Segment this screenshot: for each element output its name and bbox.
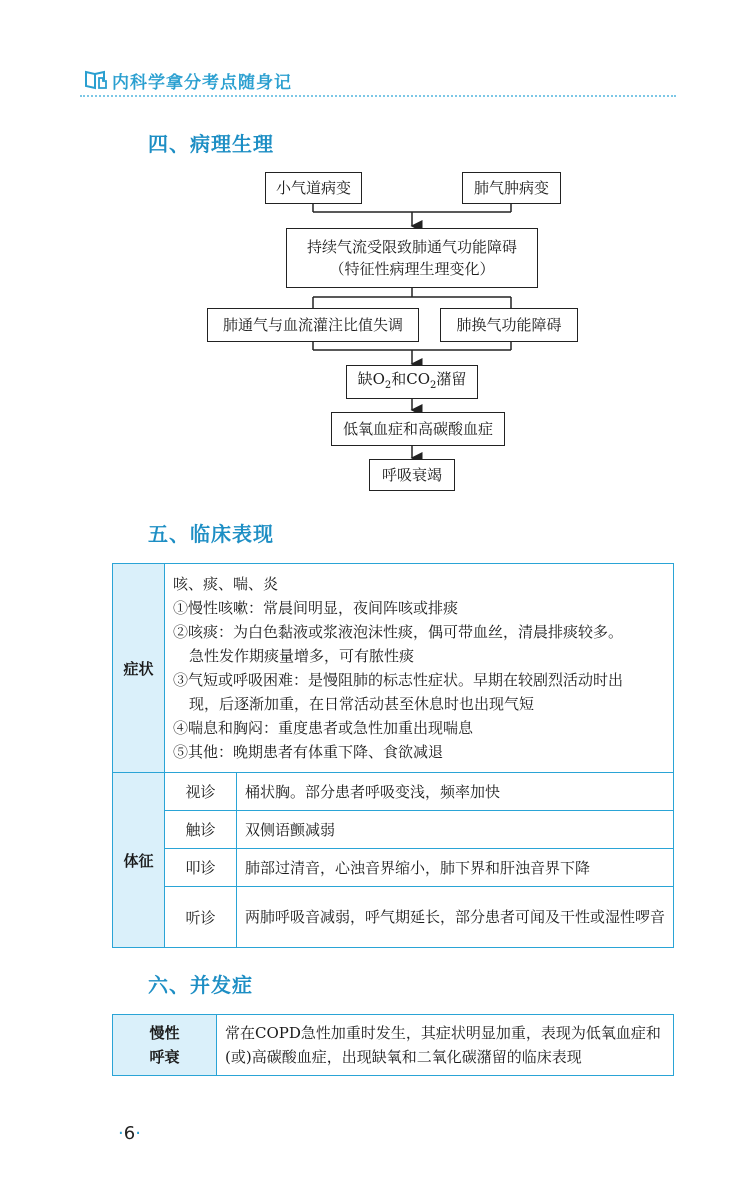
table-row xyxy=(113,811,674,849)
label-line: 呼衰 xyxy=(149,1048,180,1066)
table-row xyxy=(113,887,674,948)
complications-table xyxy=(112,1014,674,1076)
section-title-pathophysiology: 四、病理生理 xyxy=(148,132,274,156)
table-row xyxy=(113,1015,674,1076)
section-title-clinical: 五、临床表现 xyxy=(148,522,274,546)
symptom-line: ④喘息和胸闷：重度患者或急性加重出现喘息 xyxy=(173,719,474,737)
flow-text: 肺气肿病变 xyxy=(473,179,549,197)
sign-text: 双侧语颤减弱 xyxy=(237,811,674,849)
subscript: 2 xyxy=(430,379,437,391)
subscript: 2 xyxy=(384,379,392,391)
symptom-line: ⑤其他：晚期患者有体重下降、食欲减退 xyxy=(173,743,444,761)
sign-text: 肺部过清音，心浊音界缩小，肺下界和肝浊音界下降 xyxy=(237,849,674,887)
sign-label: 触诊 xyxy=(165,811,237,849)
header-title: 内科学拿分考点随身记 xyxy=(112,73,292,93)
flow-text: 呼吸衰竭 xyxy=(381,466,442,484)
flow-text: 低氧血症和高碳酸血症 xyxy=(342,420,493,438)
flow-text: （特征性病理生理变化） xyxy=(329,260,495,278)
signs-label: 体征 xyxy=(113,773,165,948)
symptom-line: 现，后逐渐加重，在日常活动甚至休息时也出现气短 xyxy=(189,695,535,713)
flow-box-hypoxemia xyxy=(331,412,505,446)
table-row xyxy=(113,849,674,887)
sign-text: 桶状胸。部分患者呼吸变浅，频率加快 xyxy=(237,773,674,811)
flow-box-emphysema xyxy=(462,172,561,204)
symptom-line: ①慢性咳嗽：常晨间明显，夜间阵咳或排痰 xyxy=(173,599,459,617)
dot-icon: · xyxy=(135,1123,141,1144)
flow-box-airflow-limitation xyxy=(286,228,538,288)
flow-box-respiratory-failure xyxy=(369,459,455,491)
table-row xyxy=(113,564,674,773)
flow-text: 肺换气功能障碍 xyxy=(456,316,562,334)
flow-box-vq-mismatch xyxy=(207,308,419,342)
symptom-line: ③气短或呼吸困难：是慢阻肺的标志性症状。早期在较剧烈活动时出 xyxy=(173,671,624,689)
symptoms-content xyxy=(165,564,674,773)
flow-box-gas-exchange xyxy=(440,308,578,342)
section-title-complications: 六、并发症 xyxy=(148,973,253,997)
complication-text: 常在COPD急性加重时发生，其症状明显加重，表现为低氧血症和(或)高碳酸血症，出现缺氧和二氧化碳潴留的临床表现 xyxy=(217,1015,674,1076)
dot-icon: · xyxy=(118,1123,124,1144)
sign-label: 视诊 xyxy=(165,773,237,811)
complication-label xyxy=(113,1015,217,1076)
flow-text xyxy=(347,368,477,397)
symptoms-label: 症状 xyxy=(113,564,165,773)
retention-part: 缺O xyxy=(357,369,385,388)
page-number xyxy=(118,1123,141,1144)
sign-label: 听诊 xyxy=(165,887,237,948)
flow-text: 肺通气与血流灌注比值失调 xyxy=(222,316,403,334)
clinical-table xyxy=(112,563,674,948)
page-number-text: 6 xyxy=(123,1123,136,1144)
flow-text: 持续气流受限致肺通气功能障碍 xyxy=(306,238,517,256)
retention-part: 和CO xyxy=(391,369,431,388)
symptom-line: 急性发作期痰量增多，可有脓性痰 xyxy=(189,647,415,665)
sign-text: 两肺呼吸音减弱，呼气期延长，部分患者可闻及干性或湿性啰音 xyxy=(237,887,674,948)
symptom-line: ②咳痰：为白色黏液或浆液泡沫性痰，偶可带血丝，清晨排痰较多。 xyxy=(173,623,624,641)
retention-part: 潴留 xyxy=(436,369,467,388)
symptom-line: 咳、痰、喘、炎 xyxy=(173,575,279,593)
flow-box-retention xyxy=(346,365,478,399)
table-row xyxy=(113,773,674,811)
label-line: 慢性 xyxy=(149,1024,180,1042)
flow-text: 小气道病变 xyxy=(275,179,351,197)
flow-box-small-airway xyxy=(265,172,362,204)
sign-label: 叩诊 xyxy=(165,849,237,887)
